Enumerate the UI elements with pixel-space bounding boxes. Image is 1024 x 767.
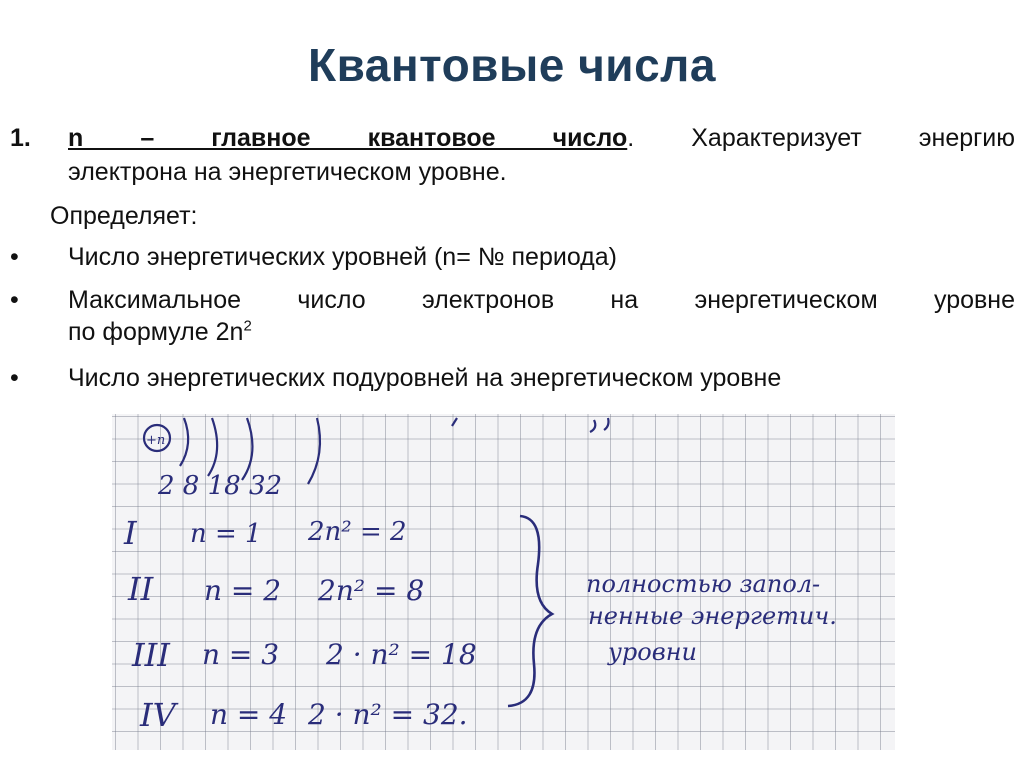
slide-title: Квантовые числа: [308, 39, 716, 91]
n-value: n = 4: [210, 698, 288, 731]
capacity-formula: 2n² = 2: [308, 517, 407, 547]
principal-quantum-number-term: n – главное квантовое число: [68, 124, 628, 152]
level-row-4: [139, 696, 468, 734]
level-row-1: [123, 514, 407, 552]
exponent: 2: [243, 317, 252, 335]
bullet-marker: •: [10, 243, 19, 271]
bullet-text: Число энергетических уровней (n= № периода): [68, 243, 617, 271]
bracket-note-line-1: полностью запол-: [586, 570, 821, 598]
bullet-text: Число энергетических подуровней на энергетическом уровне: [68, 364, 782, 392]
item-1-description: . Характеризует энергию: [627, 124, 1015, 152]
capacity-formula: 2 · n² = 32.: [308, 698, 468, 731]
n-value: n = 3: [202, 638, 280, 671]
roman-numeral: III: [132, 636, 170, 674]
n-value: n = 2: [204, 574, 282, 607]
bullet-text-line-2: по формуле $2n^2$: [68, 317, 252, 346]
bullet-marker: •: [10, 286, 19, 314]
handwritten-notes-photo: [112, 414, 895, 750]
defines-label: Определяет:: [50, 202, 198, 230]
bullet-marker: •: [10, 364, 19, 392]
bullet-text-line-1: Максимальное число электронов на энергетическом уровне: [68, 286, 1015, 314]
item-number: 1.: [10, 124, 31, 152]
handwriting-layer: [112, 414, 895, 750]
item-1-text-continued: электрона на энергетическом уровне.: [68, 158, 507, 186]
atom-nucleus-label: +n: [146, 433, 166, 448]
roman-numeral: I: [124, 514, 137, 552]
roman-numeral: IV: [140, 696, 176, 734]
level-row-3: [131, 636, 477, 674]
bracket-note-line-3: уровни: [608, 638, 697, 666]
roman-numeral: II: [128, 570, 154, 608]
item-1-text: [68, 122, 1015, 154]
n-value: n = 1: [190, 519, 262, 549]
bracket-note-line-2: ненные энергетич.: [588, 602, 837, 630]
curly-brace: [508, 516, 552, 706]
capacity-formula: 2n² = 8: [318, 574, 425, 607]
capacity-formula: 2 · n² = 18: [326, 638, 477, 671]
level-row-2: [127, 570, 424, 608]
shell-capacities: 2 8 18 32: [158, 471, 283, 501]
